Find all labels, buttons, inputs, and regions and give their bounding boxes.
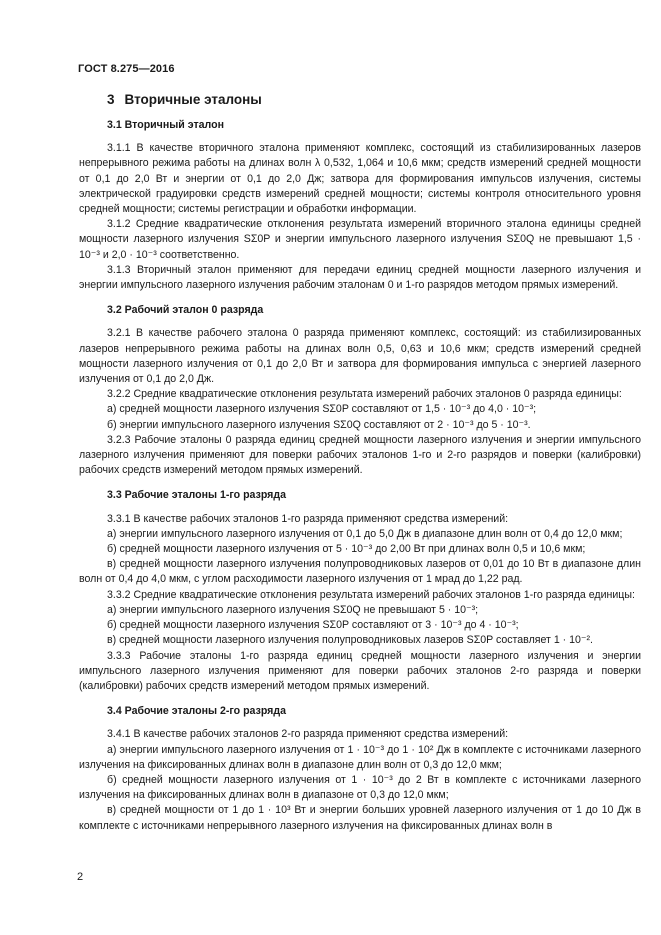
subsection-heading: 3.2 Рабочий эталон 0 разряда [107,304,264,317]
subsection-heading: 3.4 Рабочие эталоны 2-го разряда [107,705,286,718]
section-title: Вторичные эталоны [124,92,262,107]
paragraph: 3.2.2 Средние квадратические отклонения результата измерений рабочих эталонов 0 разряда единицы: [107,388,622,401]
heading-gap [79,504,641,512]
paragraph: б) энергии импульсного лазерного излучения SΣ0Q составляют от 2 · 10⁻³ до 5 · 10⁻³. [107,418,531,431]
paragraph: б) средней мощности лазерного излучения от 5 · 10⁻³ до 2,00 Вт при длинах волн 0,5 и 10,6 мкм; [107,543,586,556]
paragraph: 3.2.1 В качестве рабочего эталона 0 разряда применяют комплекс, состоящий: из стабилизированных лазеров непрерывного режима работы на длинах волн 0,5, 0,63 и 10,6 мкм; средств измерений средней мощности лазерного излучения от 0,1 до 2,0 Вт и затвора для формирования импульса с энергией лазерного излучения от 0,1 до 2,0 Дж. [79,327,641,386]
standard-header: ГОСТ 8.275—2016 [78,63,175,75]
paragraph: а) энергии импульсного лазерного излучения от 0,1 до 5,0 Дж в диапазоне длин волн от 0,4 до 12,0 мкм; [107,527,623,540]
paragraph: а) энергии импульсного лазерного излучения от 1 · 10⁻³ до 1 · 10² Дж в комплекте с источниками лазерного излучения на фиксированных длинах волн в диапазоне длин волн от 0,3 до 12,0 мкм; [79,743,641,771]
subsection-heading: 3.1 Вторичный эталон [107,119,224,131]
paragraph: 3.1.2 Средние квадратические отклонения результата измерений вторичного эталона единицы средней мощности лазерного излучения SΣ0P и энергии импульсного лазерного излучения SΣ0Q не превышают 1,5 · 10⁻³ и 2,0 · 10⁻³ соответственно. [79,218,641,261]
subsection-heading: 3.3 Рабочие эталоны 1-го разряда [107,489,286,502]
paragraph: б) средней мощности лазерного излучения от 1 · 10⁻³ до 2 Вт в комплекте с источниками лазерного излучения на фиксированных длинах волн в диапазоне от 0,3 до 12,0 мкм; [79,773,641,802]
paragraph: в) средней мощности от 1 до 1 · 10³ Вт и энергии больших уровней лазерного излучения от 1 до 10 Дж в комплекте с источниками непрерывного лазерного излучения на фиксированных длинах волн в [79,804,641,832]
page-number: 2 [77,871,84,883]
heading-gap [79,133,641,141]
heading-gap [79,318,641,326]
heading-gap [79,719,641,727]
paragraph: в) средней мощности лазерного излучения полупроводниковых лазеров SΣ0P составляет 1 · 10⁻². [107,634,593,647]
section-gap [79,293,641,303]
paragraph: 3.3.3 Рабочие эталоны 1-го разряда единиц средней мощности лазерного излучения и энергии импульсного лазерного излучения применяют для поверки рабочих эталонов 2-го разряда и поверки (калибровки) рабочих средств измерений методом прямых измерений. [79,649,641,692]
paragraph: а) средней мощности лазерного излучения SΣ0P составляют от 1,5 · 10⁻³ до 4,0 · 10⁻³; [107,403,537,416]
paragraph: 3.4.1 В качестве рабочих эталонов 2-го разряда применяют средства измерений: [107,728,509,741]
paragraph: 3.3.1 В качестве рабочих эталонов 1-го разряда применяют средства измерений: [107,512,509,525]
paragraph: 3.1.1 В качестве вторичного эталона применяют комплекс, состоящий из стабилизированных лазеров непрерывного режима работы на длинах волн λ 0,532, 1,064 и 10,6 мкм; средств измерений средней мощности от 0,1 до 2,0 Вт и энергии от 0,1 до 2,0 Дж; затвора для формирования импульсов излучения, системы электрической градуировки средств измерений средней мощности; системы контроля относительного уровня средней мощности; системы регистрации и обработки информации. [79,142,641,216]
paragraph: а) энергии импульсного лазерного излучения SΣ0Q не превышают 5 · 10⁻³; [107,603,479,616]
section-number: 3 [107,92,115,107]
paragraph: 3.2.3 Рабочие эталоны 0 разряда единиц средней мощности лазерного излучения и энергии импульсного лазерного излучения применяют для поверки рабочих эталонов 1-го и 2-го разрядов и поверки (калибровки) рабочих средств измерений методом прямых измерений. [79,433,641,477]
paragraph: 3.3.2 Средние квадратические отклонения результата измерений рабочих эталонов 1-го разряда единицы: [107,588,635,601]
document-body [79,118,641,834]
paragraph: в) средней мощности лазерного излучения полупроводниковых лазеров от 0,01 до 10 Вт в диапазоне длин волн от 0,4 до 4,0 мкм, с углом расходимости лазерного излучения от 1 мрад до 1,22 рад. [79,558,641,586]
section-heading [107,92,262,107]
section-gap [79,694,641,704]
section-gap [79,478,641,488]
paragraph: 3.1.3 Вторичный эталон применяют для передачи единиц средней мощности лазерного излучения и энергии импульсного лазерного излучения рабочим эталонам 0 и 1-го разрядов методом прямых измерений. [79,263,641,292]
paragraph: б) средней мощности лазерного излучения SΣ0P составляют от 3 · 10⁻³ до 4 · 10⁻³; [107,619,519,632]
